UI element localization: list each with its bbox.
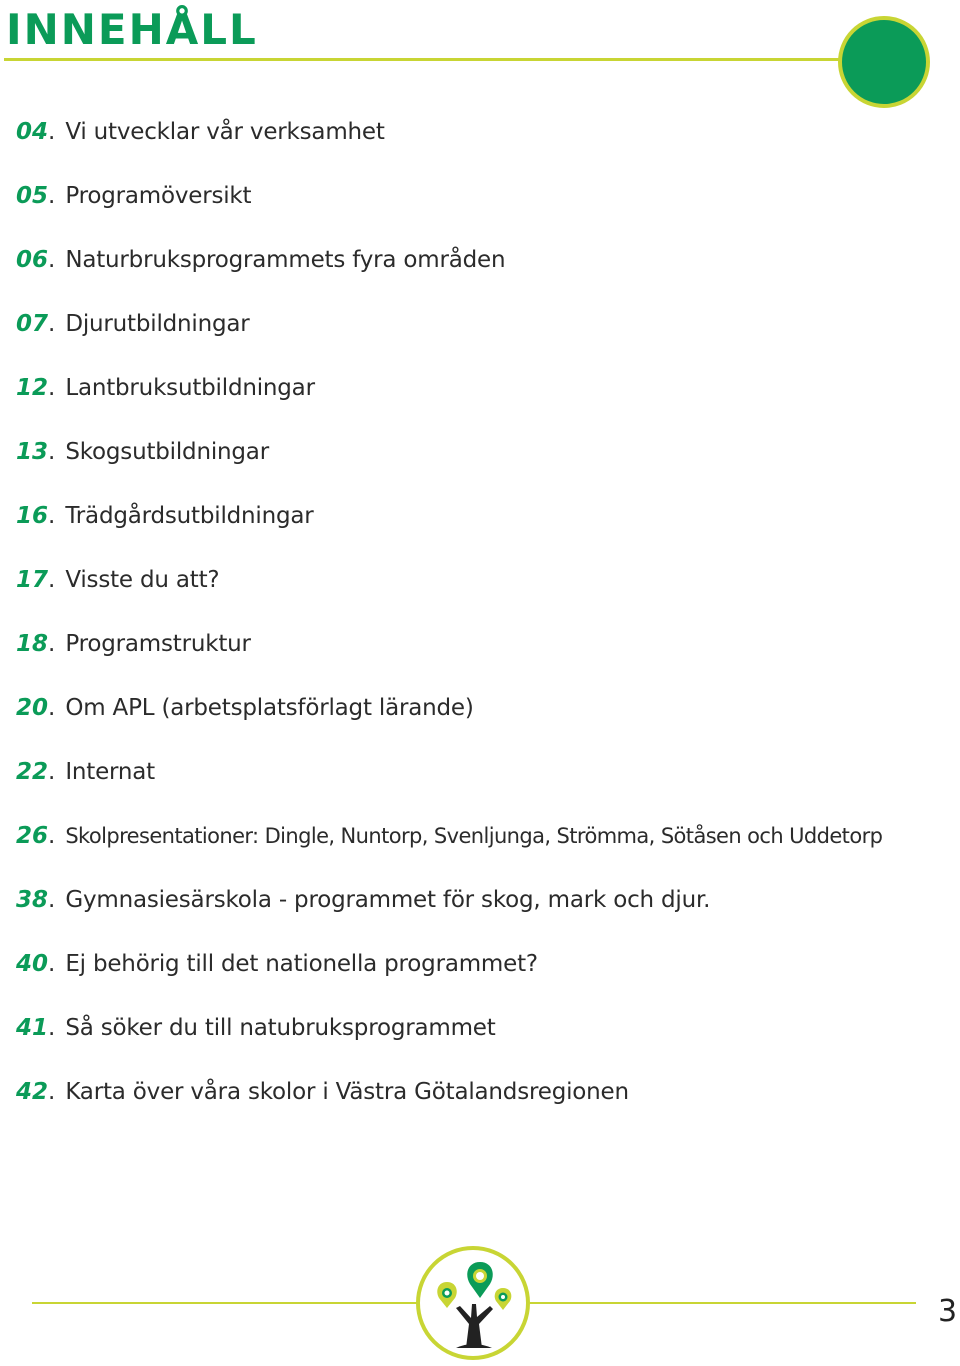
toc-item[interactable]: 42 . Karta över våra skolor i Västra Götalandsregionen <box>16 1079 629 1105</box>
toc-item[interactable]: 13 . Skogsutbildningar <box>16 439 269 465</box>
toc-page-number: 42 <box>16 1079 49 1105</box>
footer-divider-left <box>32 1302 418 1304</box>
footer-divider-right <box>530 1302 916 1304</box>
toc-item[interactable]: 17 . Visste du att? <box>16 567 220 593</box>
toc-title: Naturbruksprogrammets fyra områden <box>65 247 506 273</box>
toc-page-number: 41 <box>16 1015 49 1041</box>
toc-item[interactable]: 07 . Djurutbildningar <box>16 311 250 337</box>
toc-page-number: 22 <box>16 759 49 785</box>
toc-item[interactable]: 12 . Lantbruksutbildningar <box>16 375 315 401</box>
toc-title: Lantbruksutbildningar <box>65 375 315 401</box>
toc-item[interactable]: 38 . Gymnasiesärskola - programmet för skog, mark och djur. <box>16 887 711 913</box>
toc-title: Skogsutbildningar <box>65 439 269 465</box>
toc-title: Skolpresentationer: Dingle, Nuntorp, Svenljunga, Strömma, Sötåsen och Uddetorp <box>65 824 883 848</box>
toc-page-number: 18 <box>16 631 49 657</box>
toc-page-number: 13 <box>16 439 49 465</box>
table-of-contents <box>16 100 946 1124</box>
toc-title: Internat <box>65 759 155 785</box>
toc-title: Så söker du till natubruksprogrammet <box>65 1015 496 1041</box>
toc-title: Visste du att? <box>65 567 220 593</box>
tree-logo-icon <box>414 1244 532 1362</box>
toc-item[interactable]: 05 . Programöversikt <box>16 183 252 209</box>
toc-page-number: 26 <box>16 823 49 849</box>
toc-item[interactable]: 18 . Programstruktur <box>16 631 251 657</box>
toc-page-number: 04 <box>16 119 49 145</box>
toc-item[interactable]: 40 . Ej behörig till det nationella programmet? <box>16 951 538 977</box>
toc-item[interactable]: 16 . Trädgårdsutbildningar <box>16 503 314 529</box>
toc-item[interactable]: 04 . Vi utvecklar vår verksamhet <box>16 119 385 145</box>
title-divider <box>4 58 840 61</box>
toc-item[interactable]: 06 . Naturbruksprogrammets fyra områden <box>16 247 506 273</box>
toc-page-number: 06 <box>16 247 49 273</box>
toc-item[interactable]: 26 . Skolpresentationer: Dingle, Nuntorp, Svenljunga, Strömma, Sötåsen och Uddetorp <box>16 823 883 849</box>
toc-title: Djurutbildningar <box>65 311 250 337</box>
toc-page-number: 40 <box>16 951 49 977</box>
page-number: 3 <box>938 1294 958 1329</box>
toc-item[interactable]: 20 . Om APL (arbetsplatsförlagt lärande) <box>16 695 474 721</box>
toc-title: Om APL (arbetsplatsförlagt lärande) <box>65 695 474 721</box>
toc-page-number: 16 <box>16 503 49 529</box>
toc-title: Vi utvecklar vår verksamhet <box>65 119 385 145</box>
toc-page-number: 05 <box>16 183 49 209</box>
toc-title: Gymnasiesärskola - programmet för skog, mark och djur. <box>65 887 711 913</box>
toc-title: Ej behörig till det nationella programmet? <box>65 951 538 977</box>
page-title: INNEHÅLL <box>6 5 258 54</box>
toc-page-number: 12 <box>16 375 49 401</box>
toc-title: Karta över våra skolor i Västra Götalandsregionen <box>65 1079 629 1105</box>
toc-item[interactable]: 41 . Så söker du till natubruksprogrammet <box>16 1015 496 1041</box>
toc-title: Programstruktur <box>65 631 251 657</box>
toc-item[interactable]: 22 . Internat <box>16 759 155 785</box>
toc-page-number: 38 <box>16 887 49 913</box>
corner-circle-decoration <box>838 16 930 108</box>
toc-title: Trädgårdsutbildningar <box>65 503 314 529</box>
toc-page-number: 07 <box>16 311 49 337</box>
toc-title: Programöversikt <box>65 183 252 209</box>
toc-page-number: 20 <box>16 695 49 721</box>
toc-page-number: 17 <box>16 567 49 593</box>
